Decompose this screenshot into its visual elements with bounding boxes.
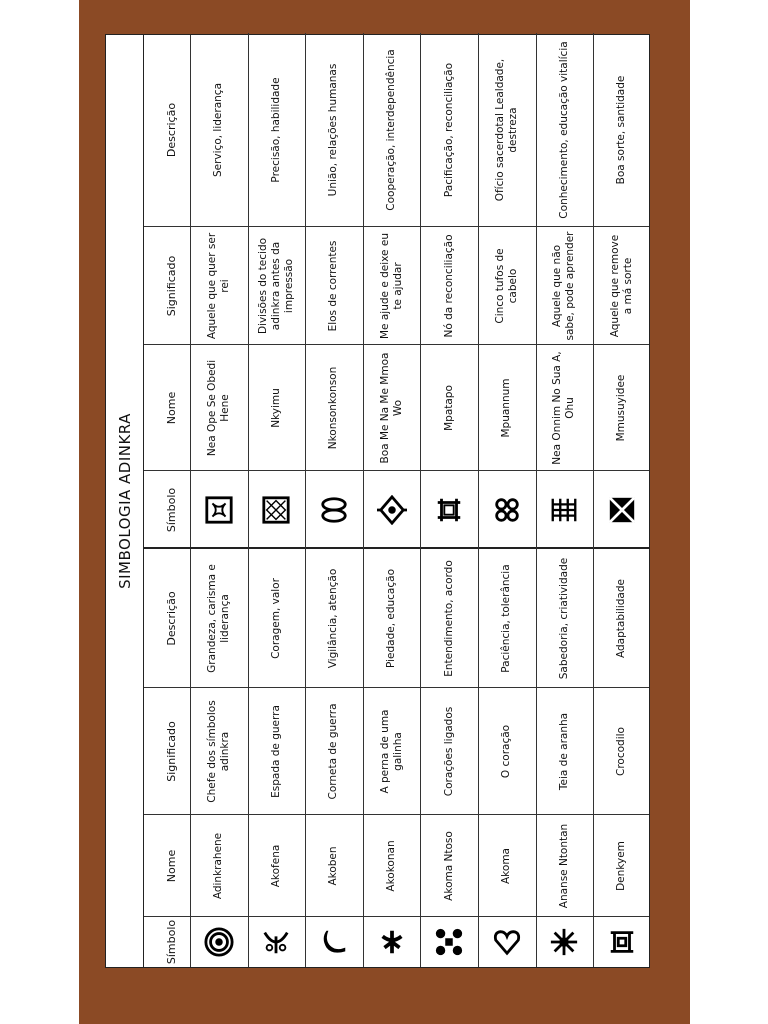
header-nome-left: Nome [164,849,178,883]
descricao-cell: Adaptabilidade [615,579,628,658]
descricao-cell: Ofício sacerdotal Lealdade, destreza [493,58,519,202]
descricao-cell: Piedade, educação [385,569,398,668]
symbol-cell [420,471,478,549]
descricao-cell: Cooperação, interdependência [385,49,398,211]
symbol-cell [248,471,306,549]
descricao-cell: Entendimento, acordo [442,560,455,677]
significado-cell: A perna de uma galinha [378,709,404,794]
nome-cell: Nea Onnim No Sua A, Ohu [551,351,577,465]
significado-cell: Espada de guerra [269,705,282,798]
descricao-cell: Conhecimento, educação vitalícia [557,41,570,219]
nome-cell: Mpuannum [500,378,513,438]
significado-cell: Teia de aranha [557,712,570,791]
symbol-cell [248,917,306,967]
descricao-cell: Serviço, liderança [212,82,225,178]
symbol-cell [536,471,594,549]
significado-cell: Chefe dos símbolos adinkra [205,700,231,803]
header-descricao-right: Descrição [164,102,178,158]
nome-cell: Akoma [500,848,513,884]
descricao-cell: Vigilância, atenção [327,568,340,669]
linked-hearts-icon [434,927,464,957]
significado-cell: Aquele que não sabe, pode aprender [551,231,577,341]
symbol-cell [536,917,594,967]
header-descricao-left: Descrição [164,591,178,646]
diamond-chain-icon [377,495,407,525]
nome-cell: Mpatapo [442,385,455,431]
nome-cell: Boa Me Na Me Mmoa Wo [378,352,404,464]
nome-cell: Mmusuyidee [615,374,628,442]
spider-web-icon [549,927,579,957]
significado-cell: Corações ligados [442,706,455,797]
nome-cell: Akokonan [385,840,398,892]
reconciliation-knot-icon [434,495,464,525]
chain-link-icon [319,495,349,525]
symbol-cell [478,917,536,967]
descricao-cell: União, relações humanas [327,63,340,197]
war-horn-icon [319,927,349,957]
symbol-cell [305,917,363,967]
header-simbolo-right: Símbolo [164,487,178,533]
symbol-cell [593,917,651,967]
symbol-cell [190,471,248,549]
hen-foot-icon [377,927,407,957]
descricao-cell: Paciência, tolerância [500,564,513,673]
significado-cell: Me ajude e deixe eu te ajudar [378,233,404,339]
nome-cell: Nkonsonkonson [327,366,340,450]
significado-cell: Aquele que remove a má sorte [608,234,634,338]
header-significado-left: Significado [164,721,178,782]
significado-cell: Aquele que quer ser rei [205,232,231,340]
descricao-cell: Boa sorte, santidade [615,75,628,185]
header-significado-right: Significado [164,255,178,317]
document-sheet [105,34,650,968]
descricao-cell: Sabedoria, criatividade [557,557,570,680]
knot-square-icon [204,495,234,525]
checkered-square-icon [261,495,291,525]
nome-cell: Akoben [327,846,340,886]
nome-cell: Denkyem [615,841,628,891]
significado-cell: Crocodilo [615,727,628,776]
double-blade-sword-icon [261,927,291,957]
descricao-cell: Grandeza, carisma e liderança [205,564,231,673]
concentric-circles-icon [204,927,234,957]
rotated-table-container [105,34,650,968]
symbol-cell [593,471,651,549]
significado-cell: Nó da reconciliação [442,234,455,338]
crocodile-icon [607,927,637,957]
symbol-cell [420,917,478,967]
header-nome-right: Nome [164,391,178,425]
significado-cell: Elos de correntes [327,240,340,332]
table-title: SIMBOLOGIA ADINKRA [106,35,144,967]
heart-icon [492,927,522,957]
nome-cell: Nea Ope Se Obedi Hene [205,359,231,457]
adinkra-table [105,34,650,968]
symbol-cell [190,917,248,967]
ladder-icon [549,495,579,525]
four-tufts-icon [492,495,522,525]
symbol-cell [478,471,536,549]
symbol-cell [305,471,363,549]
descricao-cell: Pacificação, reconciliação [442,62,455,198]
symbol-cell [363,917,421,967]
header-simbolo-left: Símbolo [164,919,178,965]
significado-cell: Corneta de guerra [327,703,340,800]
cross-square-icon [607,495,637,525]
significado-cell: Divisões do tecido adinkra antes da impressão [256,237,295,335]
nome-cell: Akoma Ntoso [442,831,455,901]
nome-cell: Adinkrahene [212,832,225,900]
significado-cell: Cinco tufos de cabelo [493,248,519,324]
descricao-cell: Precisão, habilidade [269,77,282,183]
nome-cell: Akofena [269,844,282,888]
symbol-cell [363,471,421,549]
descricao-cell: Coragem, valor [269,578,282,659]
significado-cell: O coração [500,724,513,779]
nome-cell: Ananse Ntontan [557,823,570,909]
nome-cell: Nkyimu [269,388,282,428]
